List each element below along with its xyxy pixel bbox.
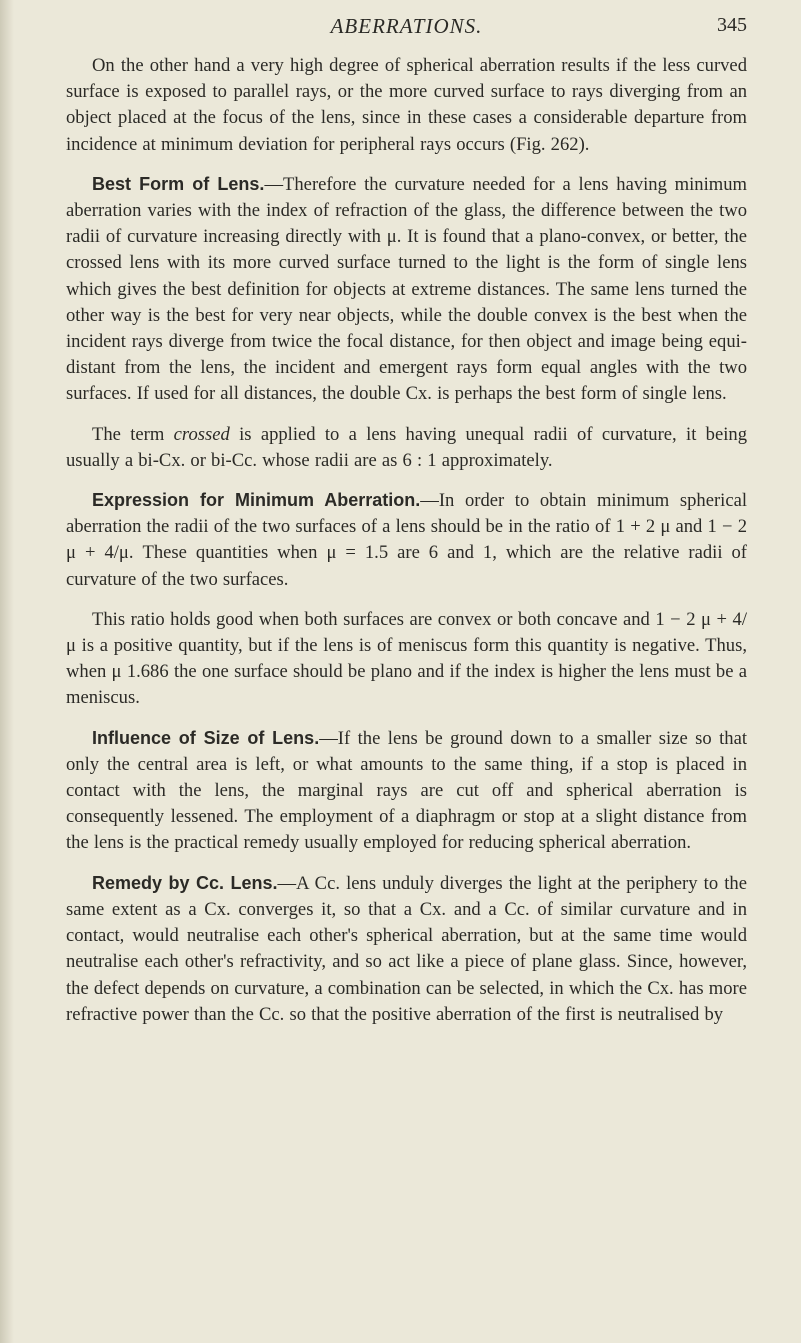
paragraph-crossed-lens-definition	[66, 421, 747, 474]
paragraph-ratio-conditions	[66, 606, 747, 712]
paragraph-text: —A Cc. lens unduly diverges the light at the periphery to the same extent as a Cx. converges it, so that a Cx. and a Cc. of similar curvature and in contact, would neutralise each other's spherical aberration, but at the same time would neutralise each other's refractivity, and so act like a piece of plane glass. Since, however, the defect depends on curvature, a combination can be selected, in which the Cx. has more refractive power than the Cc. so that the positive aberration of the first is neutralised by	[66, 872, 747, 1025]
page-number: 345	[717, 14, 747, 36]
section-heading: Best Form of Lens.	[92, 173, 265, 194]
paragraph-text: On the other hand a very high degree of spherical aberration results if the less curved surface is exposed to parallel rays, or the more curved surface to rays diverging from an object placed at the focus of the lens, since in these cases a considerable departure from incidence at minimum deviation for peripheral rays occurs (Fig. 262).	[66, 55, 747, 155]
body-text	[66, 52, 747, 1028]
section-heading: Remedy by Cc. Lens.	[92, 872, 278, 893]
paragraph-influence-of-size	[66, 725, 747, 857]
paragraph-text: is applied to a lens having unequal radii of curvature, it being usually a bi-Cx. or bi-Cc. whose radii are as 6 : 1 approximately.	[66, 423, 747, 471]
paragraph-text: —In order to obtain minimum spherical aberration the radii of the two surfaces of a lens should be in the ratio of 1 + 2 μ and 1 − 2 μ + 4/μ. These quantities when μ = 1.5 are 6 and 1, which are the relative radii of curvature of the two surfaces.	[66, 490, 747, 590]
section-heading: Influence of Size of Lens.	[92, 727, 320, 748]
paragraph-text: —Therefore the curvature needed for a lens having minimum aberration varies with the index of refraction of the glass, the difference between the two radii of curvature increasing directly with μ. It is found that a plano-convex, or better, the crossed lens with its more curved surface turned to the light is the form of single lens which gives the best definition for objects at extreme distances. The same lens turned the other way is the best for very near objects, while the double convex is the best when the incident rays diverge from twice the focal distance, for then object and image being equi-distant from the lens, the incident and emergent rays form equal angles with the two surfaces. If used for all distances, the double Cx. is perhaps the best form of single lens.	[66, 173, 747, 405]
running-title: ABERRATIONS.	[330, 14, 483, 38]
paragraph-text: —If the lens be ground down to a smaller size so that only the central area is left, or what amounts to the same thing, if a stop is placed in contact with the lens, the marginal rays are cut off and spherical aberration is consequently lessened. The employment of a diaphragm or stop at a slight distance from the lens is the practical remedy usually employed for reducing spherical aberration.	[66, 727, 747, 854]
paragraph-best-form-of-lens	[66, 171, 747, 408]
paragraph-expression-minimum-aberration	[66, 487, 747, 593]
paragraph-aberration-orientation	[66, 52, 747, 158]
section-heading: Expression for Minimum Aberration.	[92, 490, 421, 511]
paragraph-remedy-by-cc-lens	[66, 870, 747, 1028]
running-header	[66, 12, 747, 52]
paragraph-emphasis: crossed	[173, 423, 230, 445]
page-binding-shadow	[0, 0, 14, 1343]
paragraph-lead: The term	[92, 423, 174, 445]
paragraph-text: This ratio holds good when both surfaces are convex or both concave and 1 − 2 μ + 4/μ is a positive quantity, but if the lens is of meniscus form this quantity is negative. Thus, when μ 1.686 the one surface should be plano and if the index is higher the lens must be a meniscus.	[66, 608, 747, 709]
